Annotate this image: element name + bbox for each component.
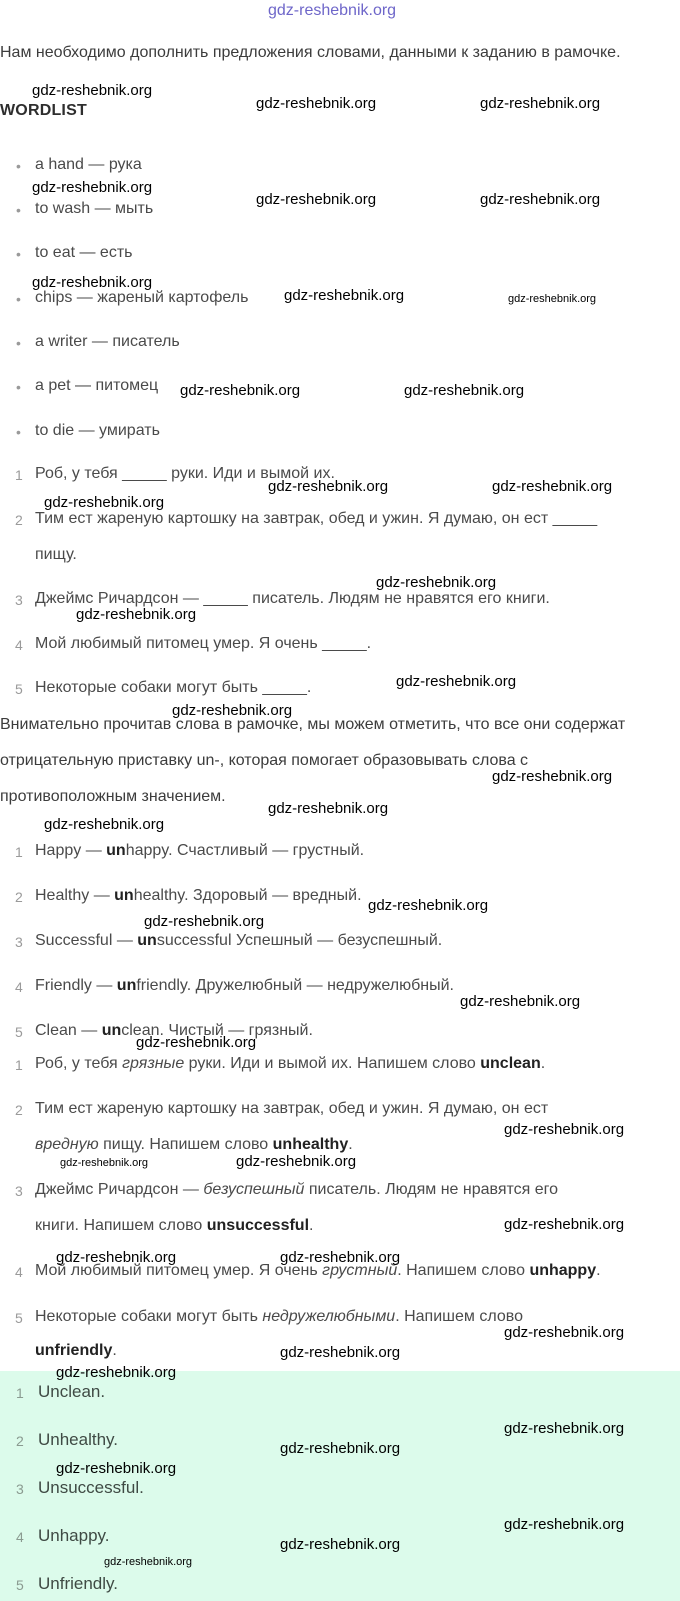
watermark: gdz-reshebnik.org <box>508 293 597 305</box>
watermark: gdz-reshebnik.org <box>480 95 601 112</box>
watermark: gdz-reshebnik.org <box>396 673 517 690</box>
task-sentence: Тим ест жареную картошку на завтрак, обед и ужин. Я думаю, он ест _____ <box>35 510 598 527</box>
watermark: gdz-reshebnik.org <box>268 478 389 495</box>
explanation-text: Внимательно прочитав слова в рамочке, мы можем отметить, что все они содержат отрицательную приставку un-, которая помогает образовывать слова с противоположным значением. <box>0 716 626 805</box>
item-number: 4 <box>15 637 23 653</box>
bullet-icon: • <box>16 246 21 262</box>
list-item: a hand — рука <box>35 156 142 173</box>
list-item: a pet — питомец <box>35 377 159 394</box>
watermark: gdz-reshebnik.org <box>376 574 497 591</box>
bullet-icon: • <box>16 379 21 395</box>
solution-item: Некоторые собаки могут быть недружелюбными. Напишем слово <box>35 1308 523 1325</box>
watermark: gdz-reshebnik.org <box>136 1034 257 1051</box>
watermark: gdz-reshebnik.org <box>76 606 197 623</box>
watermark: gdz-reshebnik.org <box>480 191 601 208</box>
item-number: 5 <box>15 1310 23 1326</box>
watermark: gdz-reshebnik.org <box>504 1216 625 1233</box>
list-item: to eat — есть <box>35 244 133 261</box>
item-number: 2 <box>16 1433 24 1449</box>
list-item: to wash — мыть <box>35 200 154 217</box>
item-number: 2 <box>15 1102 23 1118</box>
bullet-icon: • <box>16 335 21 351</box>
watermark: gdz-reshebnik.org <box>504 1516 625 1533</box>
item-number: 1 <box>16 1385 24 1401</box>
item-number: 5 <box>15 1024 23 1040</box>
answer-item: Unfriendly. <box>38 1574 118 1593</box>
item-number: 4 <box>15 1264 23 1280</box>
watermark: gdz-reshebnik.org <box>368 897 489 914</box>
bullet-icon: • <box>16 424 21 440</box>
answer-item: Unhealthy. <box>38 1430 119 1449</box>
watermark: gdz-reshebnik.org <box>504 1420 625 1437</box>
watermark: gdz-reshebnik.org <box>280 1536 401 1553</box>
bullet-icon: • <box>16 202 21 218</box>
solution-item: Джеймс Ричардсон — безуспешный писатель. Людям не нравятся его <box>35 1181 559 1198</box>
watermark: gdz-reshebnik.org <box>104 1556 193 1568</box>
watermark: gdz-reshebnik.org <box>268 800 389 817</box>
watermark: gdz-reshebnik.org <box>256 95 377 112</box>
answer-item: Unsuccessful. <box>38 1478 144 1497</box>
derivation-item: Friendly — unfriendly. Дружелюбный — недружелюбный. <box>35 977 454 994</box>
site-title: gdz-reshebnik.org <box>268 2 397 19</box>
watermark: gdz-reshebnik.org <box>280 1249 401 1266</box>
answer-item: Unhappy. <box>38 1526 110 1545</box>
task-sentence: Джеймс Ричардсон — _____ писатель. Людям не нравятся его книги. <box>35 590 550 607</box>
watermark: gdz-reshebnik.org <box>56 1460 177 1477</box>
watermark: gdz-reshebnik.org <box>32 274 153 291</box>
watermark: gdz-reshebnik.org <box>460 993 581 1010</box>
bullet-icon: • <box>16 158 21 174</box>
wordlist-heading: WORDLIST <box>0 102 87 119</box>
derivation-item: Happy — unhappy. Счастливый — грустный. <box>35 842 365 859</box>
item-number: 2 <box>15 512 23 528</box>
list-item: chips — жареный картофель <box>35 289 249 306</box>
watermark: gdz-reshebnik.org <box>504 1324 625 1341</box>
solution-item: Роб, у тебя грязные руки. Иди и вымой их. Напишем слово unclean. <box>35 1055 546 1072</box>
item-number: 5 <box>15 681 23 697</box>
item-number: 3 <box>15 934 23 950</box>
bullet-icon: • <box>16 291 21 307</box>
derivation-item: Clean — unclean. Чистый — грязный. <box>35 1022 313 1039</box>
task-sentence: Мой любимый питомец умер. Я очень _____. <box>35 635 372 652</box>
watermark: gdz-reshebnik.org <box>492 768 613 785</box>
watermark: gdz-reshebnik.org <box>280 1440 401 1457</box>
watermark: gdz-reshebnik.org <box>144 913 265 930</box>
solution-item-cont: unfriendly. <box>35 1342 117 1359</box>
task-sentence: Некоторые собаки могут быть _____. <box>35 679 312 696</box>
item-number: 5 <box>16 1577 24 1593</box>
watermark: gdz-reshebnik.org <box>60 1157 149 1169</box>
item-number: 3 <box>15 592 23 608</box>
item-number: 1 <box>15 467 23 483</box>
task-sentence-cont: пищу. <box>35 546 77 563</box>
watermark: gdz-reshebnik.org <box>236 1153 357 1170</box>
watermark: gdz-reshebnik.org <box>492 478 613 495</box>
watermark: gdz-reshebnik.org <box>256 191 377 208</box>
list-item: a writer — писатель <box>35 333 180 350</box>
task-sentence: Роб, у тебя _____ руки. Иди и вымой их. <box>35 465 335 482</box>
watermark: gdz-reshebnik.org <box>172 702 293 719</box>
watermark: gdz-reshebnik.org <box>180 382 301 399</box>
solution-item-cont: книги. Напишем слово unsuccessful. <box>35 1217 314 1234</box>
watermark: gdz-reshebnik.org <box>504 1121 625 1138</box>
derivation-item: Healthy — unhealthy. Здоровый — вредный. <box>35 887 362 904</box>
answer-item: Unclean. <box>38 1382 106 1401</box>
solution-item: Мой любимый питомец умер. Я очень грустный. Напишем слово unhappy. <box>35 1262 601 1279</box>
watermark: gdz-reshebnik.org <box>280 1344 401 1361</box>
derivation-item: Successful — unsuccessful Успешный — безуспешный. <box>35 932 443 949</box>
watermark: gdz-reshebnik.org <box>32 82 153 99</box>
watermark: gdz-reshebnik.org <box>44 816 165 833</box>
watermark: gdz-reshebnik.org <box>44 494 165 511</box>
item-number: 2 <box>15 889 23 905</box>
item-number: 4 <box>16 1529 24 1545</box>
item-number: 3 <box>16 1481 24 1497</box>
solution-item-cont: вредную пищу. Напишем слово unhealthy. <box>35 1136 353 1153</box>
watermark: gdz-reshebnik.org <box>284 287 405 304</box>
watermark: gdz-reshebnik.org <box>32 179 153 196</box>
list-item: to die — умирать <box>35 422 160 439</box>
item-number: 4 <box>15 979 23 995</box>
item-number: 1 <box>15 1057 23 1073</box>
item-number: 3 <box>15 1183 23 1199</box>
solution-item: Тим ест жареную картошку на завтрак, обед и ужин. Я думаю, он ест <box>35 1100 549 1117</box>
item-number: 1 <box>15 844 23 860</box>
watermark: gdz-reshebnik.org <box>404 382 525 399</box>
intro-text: Нам необходимо дополнить предложения словами, данными к заданию в рамочке. <box>0 44 621 61</box>
watermark: gdz-reshebnik.org <box>56 1364 177 1381</box>
watermark: gdz-reshebnik.org <box>56 1249 177 1266</box>
